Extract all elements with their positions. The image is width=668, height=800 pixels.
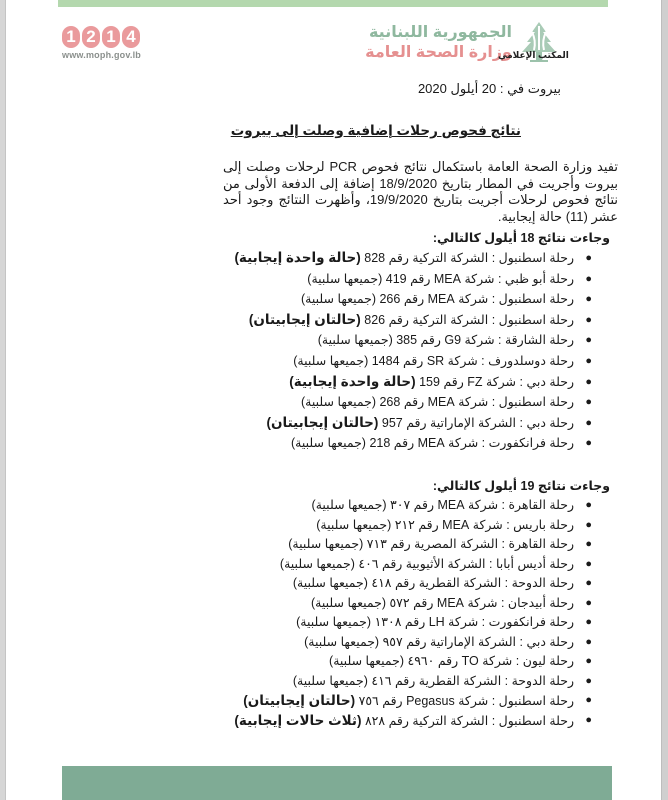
section-heading-sept-19: وجاءت نتائج 19 أيلول كالتالي:: [432, 479, 610, 493]
flight-details: رحلة اسطنبول : شركة Pegasus رقم ٧٥٦: [358, 694, 574, 708]
flight-result-negative: (جميعها سلبية): [301, 292, 376, 307]
flight-item: [234, 330, 592, 351]
flight-item: [234, 555, 592, 575]
bullet-icon: ●: [585, 252, 592, 264]
bullet-icon: ●: [585, 635, 592, 648]
flight-item: [234, 652, 592, 672]
republic-name: الجمهورية اللبنانية: [368, 24, 512, 41]
flight-item: [234, 691, 592, 711]
bullet-icon: ●: [585, 518, 592, 531]
flight-result-negative: (جميعها سلبية): [317, 333, 393, 348]
flight-details: رحلة اسطنبول : شركة MEA رقم 268: [379, 395, 574, 410]
hotline-number: [62, 26, 152, 48]
flight-list-sept-18: [234, 248, 592, 454]
flight-details: رحلة الدوحة : الشركة القطرية رقم ٤١٨: [371, 576, 574, 590]
bullet-icon: ●: [585, 313, 592, 326]
flight-details: رحلة أبيدجان : شركة MEA رقم ٥٧٢: [389, 595, 574, 610]
bullet-icon: ●: [585, 713, 592, 726]
document-title: نتائج فحوص رحلات إضافية وصلت إلى بيروت: [230, 123, 521, 138]
flight-details: رحلة دبي : الشركة الإماراتية رقم 957: [381, 415, 574, 430]
bullet-icon: ●: [585, 538, 592, 550]
flight-result-positive: (حالة واحدة إيجابية): [289, 373, 416, 389]
flight-details: رحلة دوسلدورف : شركة SR رقم 1484: [371, 353, 574, 368]
flight-details: رحلة دبي : شركة FZ رقم 159: [419, 374, 574, 389]
flight-result-positive: (ثلاث حالات إيجابية): [234, 712, 362, 728]
window-frame-left: [0, 0, 6, 800]
flight-item: [234, 310, 592, 331]
ministry-logo: [365, 18, 560, 78]
bullet-icon: ●: [585, 577, 592, 589]
flight-item: [234, 535, 592, 555]
flight-result-negative: (جميعها سلبية): [311, 498, 387, 512]
footer-green-box: [62, 766, 612, 800]
bullet-icon: ●: [585, 416, 592, 429]
flight-result-positive: (حالتان إيجابيتان): [243, 693, 356, 708]
flight-item: [234, 594, 592, 614]
bullet-icon: ●: [585, 616, 592, 628]
flight-details: رحلة فرانكفورت : شركة MEA رقم 218: [369, 436, 574, 451]
bullet-icon: ●: [585, 437, 592, 450]
flight-item: [234, 392, 592, 413]
bullet-icon: ●: [585, 334, 592, 347]
flight-details: رحلة اسطنبول : الشركة التركية رقم 826: [364, 312, 574, 327]
flight-details: رحلة الشارقة : شركة G9 رقم 385: [396, 333, 574, 348]
hotline-digit: 4: [122, 26, 140, 48]
hotline-digit: 2: [82, 26, 100, 48]
bullet-icon: ●: [585, 655, 592, 667]
flight-item: [234, 248, 592, 269]
flight-item: [234, 672, 592, 692]
flight-result-negative: (جميعها سلبية): [293, 353, 369, 368]
flight-item: [234, 711, 592, 731]
flight-list-sept-19: [234, 496, 592, 730]
flight-result-negative: (جميعها سلبية): [307, 271, 383, 286]
flight-item: [234, 433, 592, 454]
flight-result-positive: (حالتان إيجابيتان): [266, 414, 379, 430]
flight-item: [234, 574, 592, 594]
intro-paragraph: تفيد وزارة الصحة العامة باستكمال نتائج فحوص PCR لرحلات وصلت إلى بيروت وأجريت في المطار بتاريخ 18/9/2020 إضافة إلى الدفعة الأولى من نتائج فحوص لرحلات أجريت بتاريخ 19/9/2020، وأظهرت النتائج وجود أحد عشر (11) حالة إيجابية.: [223, 159, 618, 224]
bullet-icon: ●: [585, 674, 592, 687]
flight-details: رحلة الدوحة : الشركة القطرية رقم ٤١٦: [371, 673, 574, 688]
flight-details: رحلة دبي : الشركة الإماراتية رقم ٩٥٧: [382, 634, 574, 649]
flight-item: [234, 289, 592, 310]
flight-details: رحلة اسطنبول : شركة MEA رقم 266: [379, 292, 574, 307]
flight-result-negative: (جميعها سلبية): [316, 517, 392, 532]
flight-result-negative: (جميعها سلبية): [292, 673, 368, 688]
section-heading-sept-18: وجاءت نتائج 18 أيلول كالتالي:: [432, 231, 610, 245]
flight-result-positive: (حالتان إيجابيتان): [248, 311, 361, 327]
flight-result-negative: (جميعها سلبية): [329, 654, 405, 668]
flight-result-negative: (جميعها سلبية): [296, 615, 372, 629]
bullet-icon: ●: [585, 272, 592, 285]
flight-result-positive: (حالة واحدة إيجابية): [234, 250, 361, 265]
bullet-icon: ●: [585, 354, 592, 367]
flight-item: [234, 613, 592, 633]
flight-item: [234, 516, 592, 536]
flight-details: رحلة اسطنبول : الشركة التركية رقم ٨٢٨: [364, 713, 574, 728]
hotline-digit: 1: [62, 26, 80, 48]
bullet-icon: ●: [585, 375, 592, 388]
flight-details: رحلة أبو ظبي : شركة MEA رقم 419: [385, 271, 574, 286]
flight-details: رحلة أديس أبابا : الشركة الأثيوبية رقم ٤٠٦: [358, 556, 574, 571]
flight-result-negative: (جميعها سلبية): [311, 595, 386, 610]
flight-result-negative: (جميعها سلبية): [279, 556, 355, 571]
flight-result-negative: (جميعها سلبية): [304, 634, 380, 649]
flight-item: [234, 633, 592, 653]
flight-result-negative: (جميعها سلبية): [292, 576, 368, 590]
header-green-bar: [58, 0, 608, 7]
bullet-icon: ●: [585, 499, 592, 511]
window-frame-right: [661, 0, 668, 800]
flight-details: رحلة باريس : شركة MEA رقم ٢١٢: [394, 517, 574, 532]
flight-details: رحلة القاهرة : الشركة المصرية رقم ٧١٣: [366, 537, 574, 551]
bullet-icon: ●: [585, 293, 592, 306]
flight-item: [234, 351, 592, 372]
media-office-label: المكتب الإعلامي: [498, 50, 569, 60]
bullet-icon: ●: [585, 396, 592, 409]
bullet-icon: ●: [585, 694, 592, 706]
bullet-icon: ●: [585, 557, 592, 570]
hotline-logo: [62, 26, 152, 60]
bullet-icon: ●: [585, 596, 592, 609]
flight-result-negative: (جميعها سلبية): [301, 395, 376, 410]
flight-details: رحلة ليون : شركة TO رقم ٤٩٦٠: [407, 654, 574, 668]
website-link: www.moph.gov.lb: [62, 50, 141, 60]
flight-details: رحلة القاهرة : شركة MEA رقم ٣٠٧: [390, 498, 574, 512]
flight-item: [234, 496, 592, 516]
flight-result-negative: (جميعها سلبية): [288, 537, 364, 551]
flight-details: رحلة اسطنبول : الشركة التركية رقم 828: [364, 251, 574, 265]
ministry-name: وزارة الصحة العامة: [365, 44, 512, 61]
flight-result-negative: (جميعها سلبية): [290, 436, 366, 451]
hotline-digit: 1: [102, 26, 120, 48]
flight-item: [234, 413, 592, 434]
flight-details: رحلة فرانكفورت : شركة LH رقم ١٣٠٨: [374, 615, 574, 629]
flight-item: [234, 269, 592, 290]
flight-item: [234, 372, 592, 393]
dateline: بيروت في : 20 أيلول 2020: [417, 81, 561, 96]
